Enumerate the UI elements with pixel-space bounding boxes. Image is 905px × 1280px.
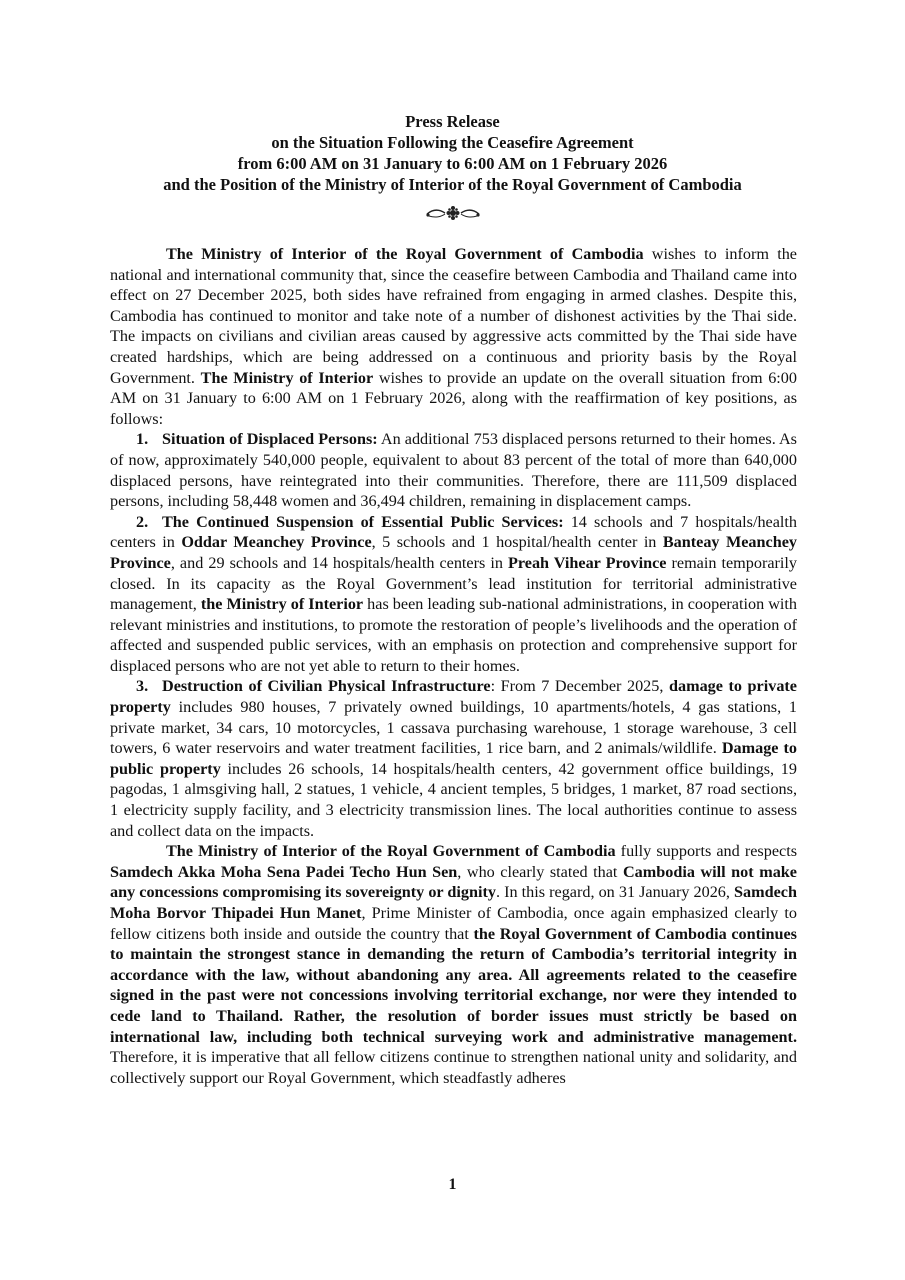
list-item-infrastructure	[110, 676, 797, 841]
closing-text-4: , Prime Minister of Cambodia, once again emphasized clearly to fellow citizens both inside and outside the country that	[110, 904, 797, 943]
item2-text-1: 14 schools and 7 hospitals/health centers in	[110, 512, 797, 552]
closing-paragraph	[110, 841, 797, 1088]
item-number: 1.	[136, 430, 149, 449]
list-item-public-services	[110, 512, 797, 677]
item2-bold-3: Banteay Meanchey Province	[110, 533, 797, 572]
item3-text-2: includes 980 houses, 7 privately owned buildings, 10 apartments/hotels, 4 gas stations, 1 private market, 34 cars, 10 motorcycles, 1 cassava purchasing warehouse, 1 storage warehouse, 3 cell towers, 6 water reservoirs and water treatment facilities, 1 rice barn, and 2 animals/wildlife.	[110, 698, 797, 758]
title-line-4: and the Position of the Ministry of Interior of the Royal Government of Cambodia	[163, 175, 742, 194]
closing-text-3: . In this regard, on 31 January 2026,	[495, 883, 735, 902]
press-release-title	[0, 111, 905, 195]
item3-text-1: : From 7 December 2025,	[490, 677, 669, 696]
closing-text-1: fully supports and respects	[615, 842, 797, 861]
document-body	[110, 244, 797, 1088]
intro-paragraph	[110, 244, 797, 429]
item1-text: An additional 753 displaced persons returned to their homes. As of now, approximately 540,000 people, equivalent to about 83 percent of the total of more than 640,000 displaced persons, have reintegrated into their communities. Therefore, there are 111,509 displaced persons, including 58,448 women and 36,494 children, remaining in displacement camps.	[110, 430, 797, 511]
item3-bold-2: damage to private property	[110, 677, 797, 717]
closing-bold-4: Samdech Moha Borvor Thipadei Hun Manet	[110, 883, 797, 922]
item2-bold-4: Preah Vihear Province	[508, 553, 667, 572]
item3-heading: Destruction of Civilian Physical Infrastructure	[162, 677, 491, 696]
item2-text-4: remain temporarily closed. In its capacity as the Royal Government’s lead institution for territorial administrative management,	[110, 553, 797, 614]
item2-bold-5: the Ministry of Interior	[200, 595, 364, 614]
title-line-3: from 6:00 AM on 31 January to 6:00 AM on 1 February 2026	[237, 154, 668, 173]
closing-bold-2: Samdech Akka Moha Sena Padei Techo Hun Sen	[110, 862, 458, 881]
floral-divider-icon	[423, 205, 483, 221]
closing-text-5: Therefore, it is imperative that all fellow citizens continue to strengthen national unity and solidarity, and collectively support our Royal Government, which steadfastly adheres	[110, 1048, 797, 1087]
intro-bold-2: The Ministry of Interior	[200, 368, 374, 387]
intro-bold-1: The Ministry of Interior of the Royal Government of Cambodia	[166, 245, 644, 263]
item3-bold-3: Damage to public property	[110, 739, 797, 778]
item2-text-3: , and 29 schools and 14 hospitals/health centers in	[170, 553, 508, 572]
closing-bold-5: the Royal Government of Cambodia continues to maintain the strongest stance in demanding the return of Cambodia’s territorial integrity in accordance with the law, without abandoning any area. All agreements related to the ceasefire signed in the past were not concessions involving territorial exchange, nor were they intended to cede land to Thailand. Rather, the resolution of border issues must strictly be based on international law, including both technical surveying work and administrative management.	[110, 924, 797, 1046]
title-line-1: Press Release	[405, 112, 500, 131]
item2-text-2: , 5 schools and 1 hospital/health center in	[371, 533, 663, 552]
item2-heading: The Continued Suspension of Essential Public Services:	[162, 512, 564, 531]
item-number: 2.	[136, 512, 149, 531]
item-number: 3.	[136, 677, 149, 696]
closing-text-2: , who clearly stated that	[457, 862, 623, 881]
title-line-2: on the Situation Following the Ceasefire Agreement	[271, 133, 634, 152]
closing-bold-3: Cambodia will not make any concessions compromising its sovereignty or dignity	[110, 862, 797, 902]
item2-bold-2: Oddar Meanchey Province	[181, 533, 372, 552]
floral-divider-icon	[0, 205, 905, 226]
closing-bold-1: The Ministry of Interior of the Royal Government of Cambodia	[166, 842, 616, 861]
item3-text-3: includes 26 schools, 14 hospitals/health centers, 42 government office buildings, 19 pagodas, 1 almsgiving hall, 2 statues, 1 vehicle, 4 ancient temples, 5 bridges, 1 market, 87 road sections, 1 electricity supply facility, and 3 electricity transmission lines. The local authorities continue to assess and collect data on the impacts.	[110, 759, 797, 840]
intro-text-1: wishes to inform the national and international community that, since the ceasefire between Cambodia and Thailand came into effect on 27 December 2025, both sides have refrained from engaging in armed clashes. Despite this, Cambodia has continued to monitor and take note of a number of dishonest activities by the Thai side. The impacts on civilians and civilian areas caused by aggressive acts committed by the Thai side have created hardships, which are being addressed on a continuous and priority basis by the Royal Government.	[110, 245, 797, 387]
page-number: 1	[448, 1176, 457, 1193]
item2-text-5: has been leading sub-national administrations, in cooperation with relevant ministries and institutions, to promote the restoration of people’s livelihoods and the operation of affected and suspended public services, with an emphasis on protection and comprehensive support for displaced persons who are not yet able to return to their homes.	[110, 595, 797, 675]
list-item-displaced-persons	[110, 429, 797, 511]
intro-text-2: wishes to provide an update on the overall situation from 6:00 AM on 31 January to 6:00 AM on 1 February 2026, along with the reaffirmation of key positions, as follows:	[110, 368, 797, 428]
item1-heading: Situation of Displaced Persons:	[162, 430, 378, 449]
